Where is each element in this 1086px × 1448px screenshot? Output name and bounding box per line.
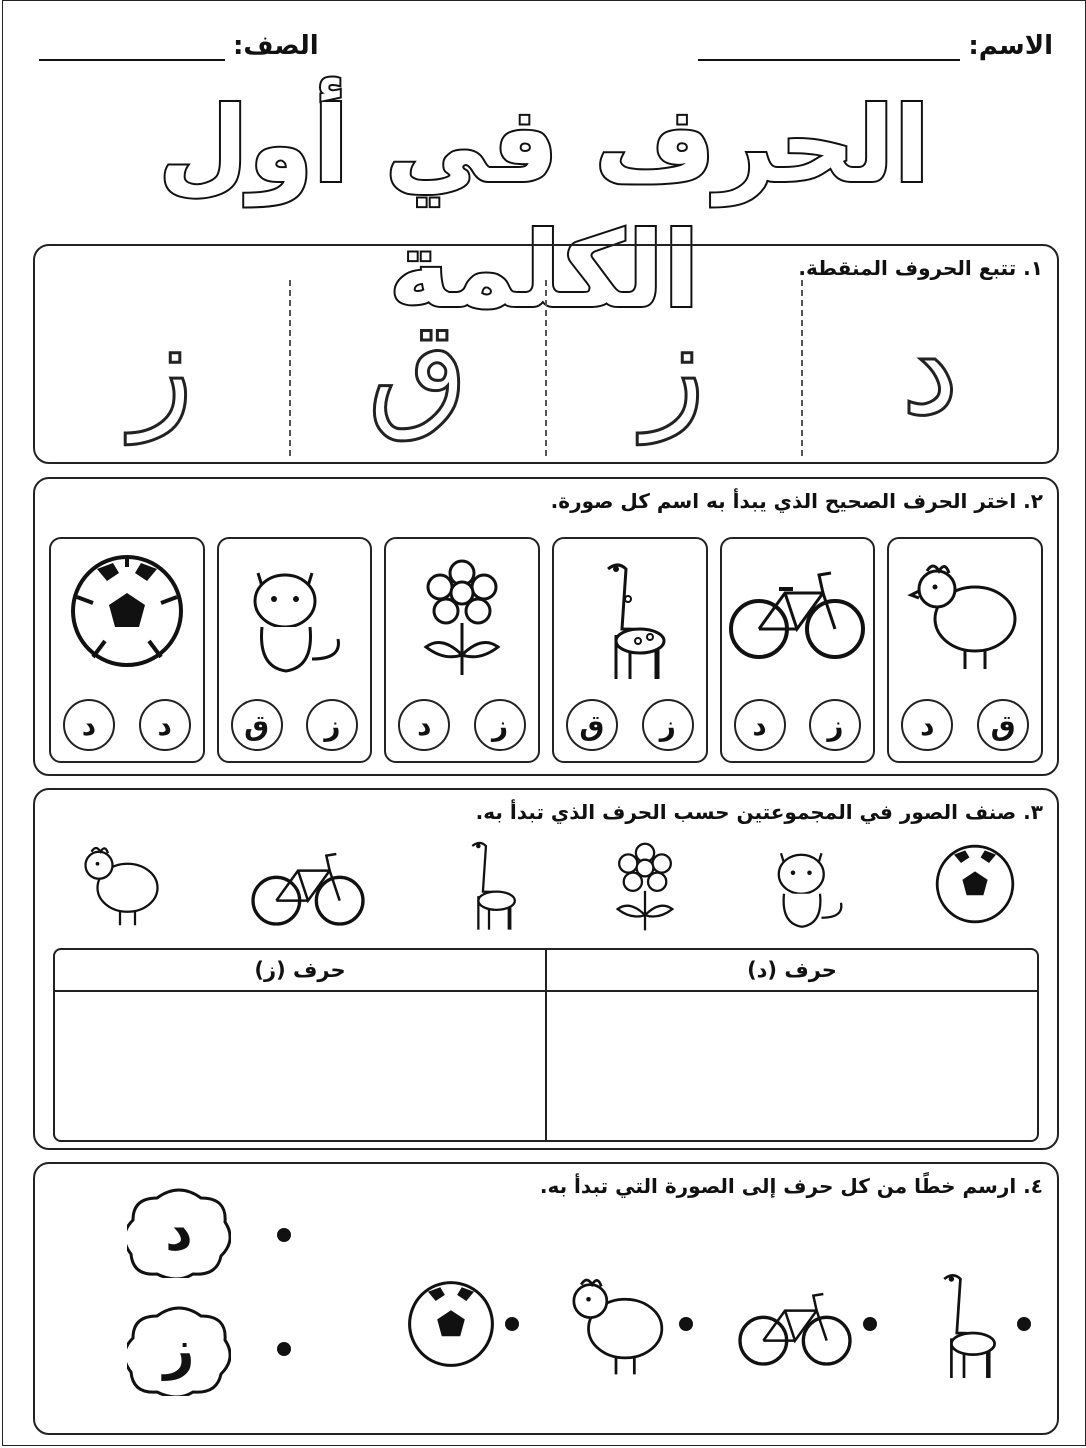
ball-icon (67, 549, 187, 679)
dotted-letter[interactable]: ق (367, 292, 469, 444)
sort-column-header: حرف (د) (547, 950, 1037, 992)
match-dot[interactable] (1017, 1317, 1031, 1331)
worksheet-page (2, 0, 1086, 1446)
sort-instruction: ٣. صنف الصور في المجموعتين حسب الحرف الذي تبدأ به. (475, 800, 1043, 824)
picture-cards (49, 537, 1043, 763)
picture-card (887, 537, 1043, 763)
match-dot[interactable] (277, 1342, 291, 1356)
giraffe-icon (919, 1254, 1009, 1394)
cat-icon (234, 549, 354, 679)
trace-instruction: ١. تتبع الحروف المنقطة. (798, 256, 1043, 280)
match-picture[interactable] (735, 1274, 877, 1374)
name-label: الاسم: (968, 31, 1053, 61)
dotted-letter[interactable]: د (901, 292, 959, 444)
sort-drop-area[interactable] (547, 992, 1037, 1140)
letter-option[interactable]: د (139, 699, 191, 751)
letter-badge (127, 1302, 231, 1396)
name-field (698, 31, 1053, 61)
letter-option[interactable]: ز (474, 699, 526, 751)
cat-icon[interactable] (763, 832, 853, 936)
sort-table (53, 948, 1039, 1142)
choose-instruction: ٢. اختر الحرف الصحيح الذي يبدأ به اسم كل صورة. (550, 489, 1043, 513)
section-match (33, 1162, 1059, 1435)
letter-option[interactable]: ق (977, 699, 1029, 751)
picture-card (217, 537, 373, 763)
hen-icon (561, 1259, 671, 1389)
ball-icon[interactable] (933, 842, 1017, 926)
bicycle-icon[interactable] (245, 834, 371, 934)
flower-icon[interactable] (607, 834, 683, 934)
letter-option[interactable]: د (901, 699, 953, 751)
letter-option[interactable]: ز (306, 699, 358, 751)
match-dot[interactable] (679, 1317, 693, 1331)
sort-column-header: حرف (ز) (55, 950, 545, 992)
giraffe-icon (580, 549, 680, 689)
section-sort (33, 788, 1059, 1150)
sort-column-dal (547, 950, 1037, 1140)
class-label: الصف: (233, 31, 319, 61)
worksheet-title: الحرف في أول الكلمة (158, 84, 930, 331)
match-picture[interactable] (405, 1278, 519, 1370)
picture-card (49, 537, 205, 763)
match-instruction: ٤. ارسم خطًا من كل حرف إلى الصورة التي تبدأ به. (539, 1174, 1043, 1198)
trace-cell (545, 280, 801, 456)
letter-badge (127, 1184, 231, 1278)
sort-drop-area[interactable] (55, 992, 545, 1140)
match-pictures (405, 1224, 1031, 1424)
sort-pictures (75, 824, 1017, 944)
flower-icon (412, 549, 512, 679)
bicycle-icon (727, 549, 867, 679)
dotted-letter[interactable]: ز (642, 292, 706, 444)
giraffe-icon[interactable] (451, 828, 527, 940)
match-dot[interactable] (505, 1317, 519, 1331)
bicycle-icon (735, 1274, 855, 1374)
picture-card (384, 537, 540, 763)
ball-icon (405, 1278, 497, 1370)
letter-option[interactable]: د (63, 699, 115, 751)
letter-option[interactable]: د (398, 699, 450, 751)
class-field (39, 31, 319, 61)
hen-icon[interactable] (75, 834, 165, 934)
match-picture[interactable] (561, 1259, 693, 1389)
match-letters (61, 1178, 231, 1396)
trace-cell (289, 280, 545, 456)
dotted-letter[interactable]: ز (130, 292, 194, 444)
picture-card (552, 537, 708, 763)
trace-cell (35, 280, 289, 456)
picture-card (720, 537, 876, 763)
letter-option[interactable]: د (734, 699, 786, 751)
sort-column-zay (55, 950, 547, 1140)
match-letter: ز (163, 1317, 195, 1381)
letter-option[interactable]: ز (642, 699, 694, 751)
section-choose-letter (33, 477, 1059, 776)
trace-cell (801, 280, 1057, 456)
match-picture[interactable] (919, 1254, 1031, 1394)
section-trace (33, 244, 1059, 464)
name-line[interactable] (698, 33, 960, 61)
trace-row (35, 280, 1057, 456)
match-letter: د (165, 1199, 193, 1263)
class-line[interactable] (39, 33, 225, 61)
letter-option[interactable]: ق (231, 699, 283, 751)
match-dot[interactable] (277, 1228, 291, 1242)
match-dot[interactable] (863, 1317, 877, 1331)
hen-icon (905, 549, 1025, 679)
letter-option[interactable]: ق (566, 699, 618, 751)
letter-option[interactable]: ز (809, 699, 861, 751)
